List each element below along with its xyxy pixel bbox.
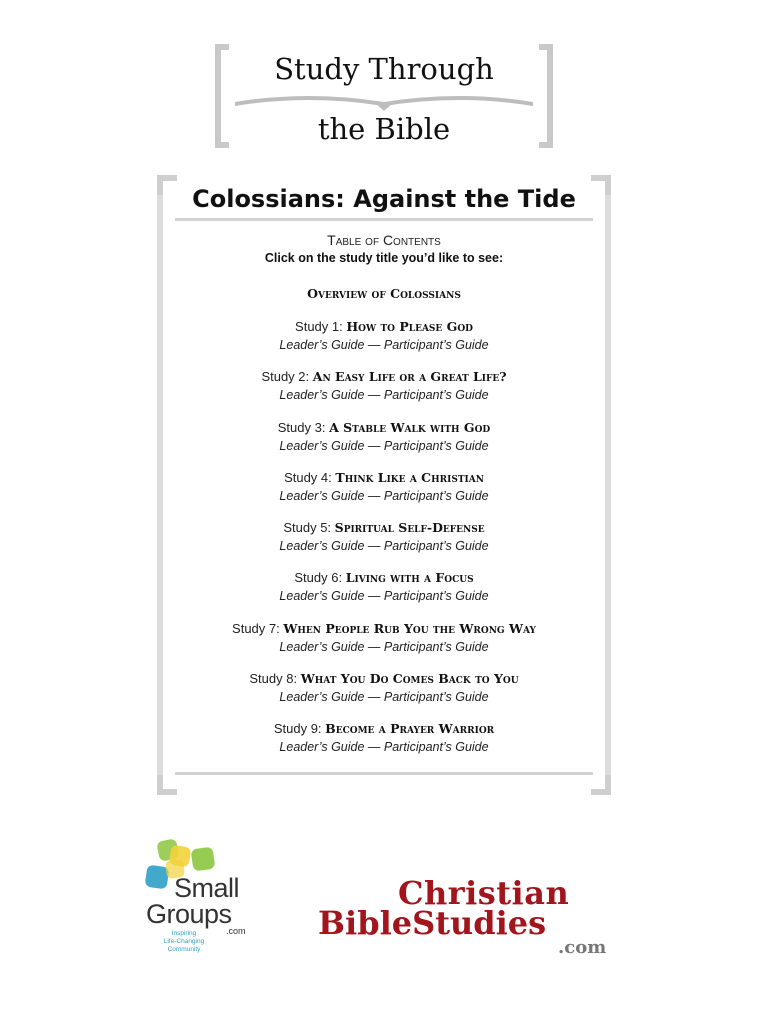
cbs-suffix: .com	[558, 937, 607, 958]
guide-links[interactable]: Leader’s Guide — Participant’s Guide	[279, 589, 489, 604]
smallgroups-tagline	[144, 930, 224, 954]
study-title-link[interactable]: What You Do Comes Back to You	[300, 671, 519, 687]
study-title-link[interactable]: How to Please God	[346, 319, 473, 334]
guide-links[interactable]: Leader’s Guide — Participant’s Guide	[279, 740, 489, 755]
study-title-link[interactable]: An Easy Life or a Great Life?	[312, 369, 507, 385]
page-title: Colossians: Against the Tide	[192, 185, 576, 213]
smallgroups-logo[interactable]	[140, 838, 260, 958]
tagline-line: Life-Changing	[163, 938, 205, 945]
frame-corner	[157, 775, 177, 795]
smallgroups-word1: Small	[174, 873, 240, 903]
list-item	[157, 318, 611, 368]
list-item	[157, 469, 611, 519]
open-book-icon	[233, 90, 535, 112]
study-number: Study 1:	[295, 319, 343, 334]
table-of-contents-frame	[157, 175, 611, 795]
study-number: Study 7:	[232, 620, 280, 636]
overview-link[interactable]: Overview of Colossians	[307, 286, 461, 301]
divider	[175, 218, 593, 221]
study-title-link[interactable]: Spiritual Self-Defense	[334, 520, 485, 536]
study-title-link[interactable]: Living with a Focus	[345, 570, 474, 586]
toc-instruction: Click on the study title you’d like to see:	[264, 251, 504, 265]
tagline-line: Inspiring	[171, 930, 197, 937]
toc-heading: Table of Contents	[327, 232, 441, 248]
series-title-line1: Study Through	[274, 52, 494, 86]
study-number: Study 8:	[249, 671, 298, 687]
study-number: Study 6:	[294, 570, 343, 586]
study-number: Study 9:	[273, 721, 322, 737]
guide-links[interactable]: Leader’s Guide — Participant’s Guide	[279, 639, 489, 654]
study-number: Study 4:	[284, 469, 332, 485]
list-item	[157, 720, 611, 770]
guide-links[interactable]: Leader’s Guide — Participant’s Guide	[279, 690, 489, 705]
list-item	[157, 620, 611, 670]
study-number: Study 5:	[283, 520, 332, 536]
guide-links[interactable]: Leader’s Guide — Participant’s Guide	[279, 488, 489, 503]
guide-links[interactable]: Leader’s Guide — Participant’s Guide	[279, 539, 489, 554]
guide-links[interactable]: Leader’s Guide — Participant’s Guide	[279, 438, 489, 453]
cbs-word1: Christian	[398, 874, 570, 912]
guide-links[interactable]: Leader’s Guide — Participant’s Guide	[279, 388, 489, 403]
study-title-link[interactable]: Become a Prayer Warrior	[325, 721, 495, 737]
frame-corner	[591, 775, 611, 795]
guide-links[interactable]: Leader’s Guide — Participant’s Guide	[279, 338, 489, 352]
cbs-word2: BibleStudies	[318, 904, 547, 942]
smallgroups-suffix: .com	[226, 926, 246, 936]
list-item	[157, 368, 611, 418]
study-title-link[interactable]: Think Like a Christian	[335, 469, 484, 485]
study-number: Study 3:	[277, 419, 326, 435]
study-title-link[interactable]: A Stable Walk with God	[329, 419, 491, 435]
study-title-link[interactable]: When People Rub You the Wrong Way	[283, 620, 536, 636]
list-item	[157, 670, 611, 720]
list-item	[157, 519, 611, 569]
series-header	[215, 44, 553, 152]
list-item	[157, 569, 611, 619]
study-number: Study 2:	[261, 369, 310, 385]
study-list	[157, 318, 611, 771]
divider	[175, 772, 593, 775]
smallgroups-word2: Groups	[146, 899, 232, 929]
list-item	[157, 419, 611, 469]
tagline-line: Community	[167, 946, 201, 953]
series-title-line2: the Bible	[317, 112, 451, 146]
